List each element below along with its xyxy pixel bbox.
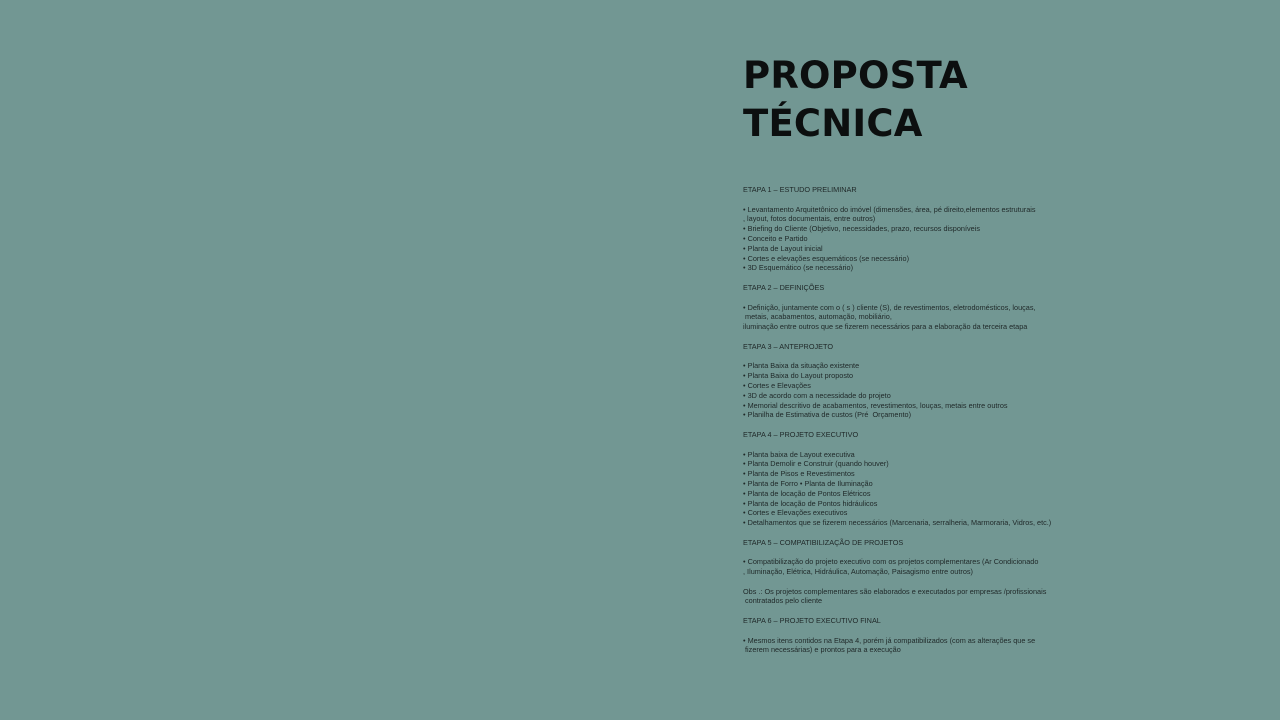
section-heading: ETAPA 6 – PROJETO EXECUTIVO FINAL	[743, 616, 881, 626]
list-item: iluminação entre outros que se fizerem necessários para a elaboração da terceira etapa	[743, 322, 1028, 332]
list-item: • Cortes e Elevações executivos	[743, 508, 848, 518]
list-item: • Planta baixa de Layout executiva	[743, 449, 855, 459]
list-item: • Mesmos itens contidos na Etapa 4, porém já compatibilizados (com as alterações que se	[743, 635, 1036, 645]
section-heading: ETAPA 5 – COMPATIBILIZAÇÃO DE PROJETOS	[743, 537, 904, 547]
section-etapa-2	[743, 283, 1263, 332]
section-etapa-5	[743, 538, 1263, 607]
title-line-2: TÉCNICA	[743, 102, 923, 145]
section-heading: ETAPA 3 – ANTEPROJETO	[743, 341, 834, 351]
list-item: • Planta de Forro • Planta de Iluminação	[743, 478, 873, 488]
note-line: contratados pelo cliente	[743, 596, 823, 606]
list-item: • Cortes e elevações esquemáticos (se necessário)	[743, 253, 910, 263]
section-etapa-4	[743, 430, 1263, 528]
section-etapa-3	[743, 342, 1263, 420]
section-etapa-1	[743, 185, 1263, 273]
list-item: • Planta de Pisos e Revestimentos	[743, 469, 855, 479]
list-item: • Planta de Layout inicial	[743, 243, 823, 253]
list-item: • Conceito e Partido	[743, 233, 808, 243]
section-heading: ETAPA 1 – ESTUDO PRELIMINAR	[743, 185, 857, 194]
list-item: • Planta de locação de Pontos Elétricos	[743, 488, 871, 498]
list-item: fizerem necessárias) e prontos para a execução	[743, 645, 901, 655]
section-note	[743, 587, 1263, 607]
list-item: • Cortes e Elevações	[743, 380, 811, 390]
list-item: • 3D de acordo com a necessidade do projeto	[743, 390, 891, 400]
list-item: • Compatibilização do projeto executivo com os projetos complementares (Ar Condicionado	[743, 557, 1039, 567]
title-line-1: PROPOSTA	[743, 54, 968, 97]
list-item: • Briefing do Cliente (Objetivo, necessidades, prazo, recursos disponíveis	[743, 224, 980, 234]
note-line: Obs .: Os projetos complementares são elaborados e executados por empresas /profissionais	[743, 586, 1047, 596]
proposal-sections	[743, 185, 1263, 655]
list-item: • Definição, juntamente com o ( s ) cliente (S), de revestimentos, eletrodomésticos, louças,	[743, 302, 1036, 312]
list-item: • Planta de locação de Pontos hidráulicos	[743, 498, 878, 508]
list-item: • Memorial descritivo de acabamentos, revestimentos, louças, metais entre outros	[743, 400, 1008, 410]
list-item: • Planta Demolir e Construir (quando houver)	[743, 459, 889, 469]
page-title	[743, 52, 1263, 148]
section-etapa-6	[743, 616, 1263, 655]
section-heading: ETAPA 2 – DEFINIÇÕES	[743, 282, 825, 292]
proposal-content	[743, 52, 1263, 665]
list-item: , Iluminação, Elétrica, Hidráulica, Automação, Paisagismo entre outros)	[743, 567, 973, 577]
list-item: • Planta Baixa da situação existente	[743, 361, 860, 371]
list-item: • Planilha de Estimativa de custos (Pré Orçamento)	[743, 410, 912, 420]
list-item: metais, acabamentos, automação, mobiliário,	[743, 312, 892, 322]
list-item: • Planta Baixa do Layout proposto	[743, 371, 854, 381]
section-heading: ETAPA 4 – PROJETO EXECUTIVO	[743, 429, 859, 439]
list-item: • 3D Esquemático (se necessário)	[743, 263, 854, 273]
list-item: • Levantamento Arquitetônico do imóvel (dimensões, área, pé direito,elementos estruturais	[743, 204, 1036, 214]
list-item: , layout, fotos documentais, entre outros)	[743, 214, 876, 224]
list-item: • Detalhamentos que se fizerem necessários (Marcenaria, serralheria, Marmoraria, Vidros, etc.)	[743, 518, 1052, 528]
